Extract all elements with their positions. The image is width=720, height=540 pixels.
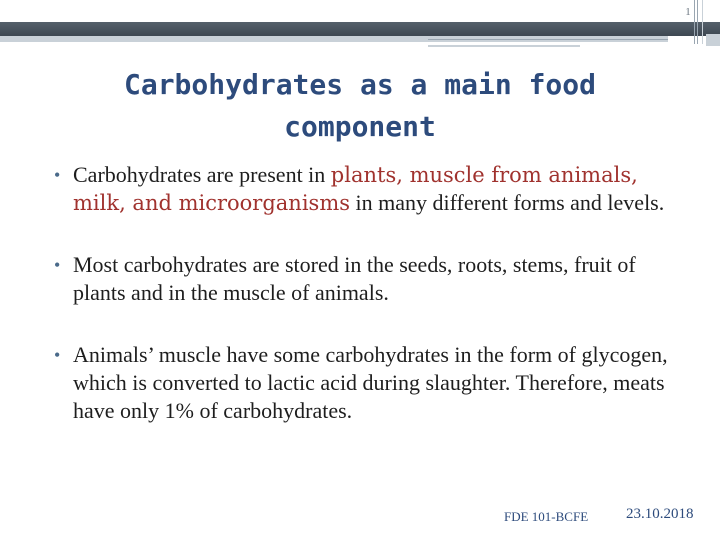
corner-decorative-line: [702, 0, 703, 44]
footer-date: 23.10.2018: [626, 506, 694, 522]
bullet-marker: •: [54, 255, 61, 275]
highlighted-text: plants, muscle from animals, milk, and microorganisms: [73, 163, 638, 215]
bullet-item: [54, 161, 684, 217]
corner-decorative-line: [697, 0, 698, 44]
top-accent-line-secondary: [428, 45, 580, 47]
bullet-marker: •: [54, 345, 61, 365]
bullet-list: [54, 161, 684, 425]
bullet-text: Most carbohydrates are stored in the seeds, roots, stems, fruit of plants and in the muscle of animals.: [73, 252, 636, 305]
top-accent-line: [428, 39, 668, 40]
bullet-marker: •: [54, 165, 61, 185]
slide-number: 1: [685, 6, 691, 18]
slide-title: Carbohydrates as a main food component: [123, 68, 596, 143]
footer-course-code: FDE 101-BCFE: [504, 509, 589, 524]
bullet-text: Animals’ muscle have some carbohydrates in the form of glycogen, which is converted to lactic acid during slaughter. Therefore, meats have only 1% of carbohydrates.: [73, 342, 668, 423]
bullet-item: [54, 251, 684, 307]
bullet-text: in many different forms and levels.: [350, 190, 665, 215]
corner-decorative-block: [706, 34, 720, 46]
bullet-item: [54, 341, 684, 425]
bullet-text: Carbohydrates are present in: [73, 162, 331, 187]
top-decorative-bar: [0, 22, 720, 36]
